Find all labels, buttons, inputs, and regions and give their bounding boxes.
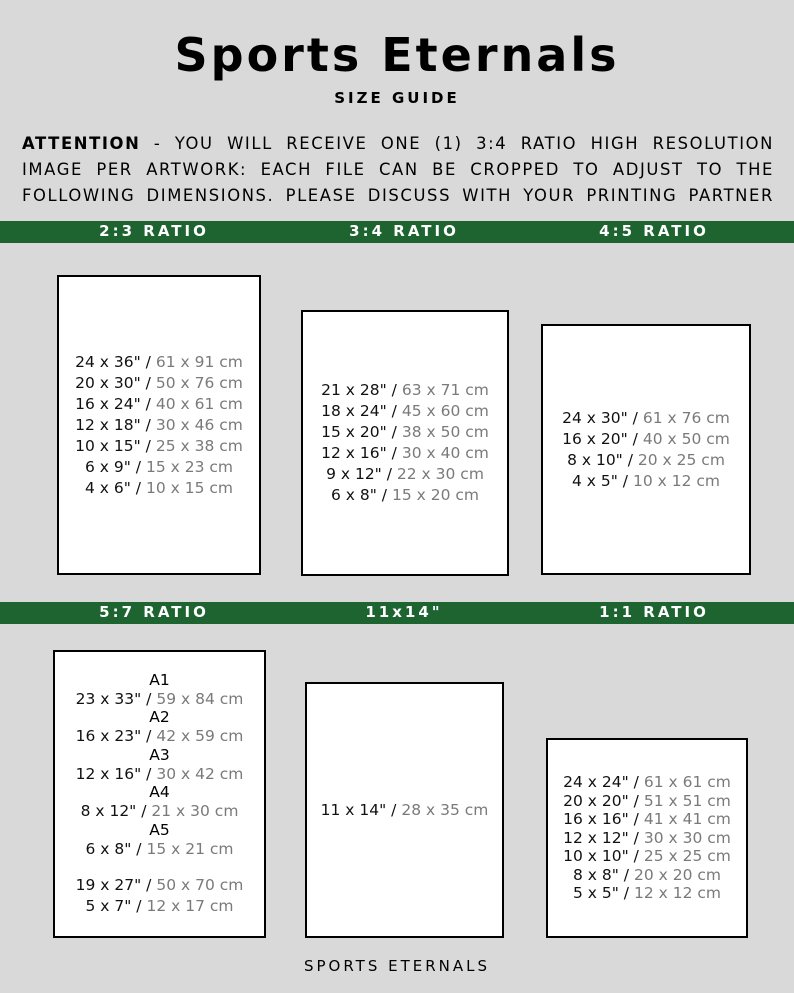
size-row: 10 x 10" / 25 x 25 cm	[563, 847, 731, 866]
frame-4-5	[541, 324, 751, 575]
paper-size-a1: A1	[149, 670, 170, 689]
size-row: 5 x 7" / 12 x 17 cm	[85, 897, 234, 916]
size-row: 12 x 12" / 30 x 30 cm	[563, 828, 731, 847]
ratio-label-3-4: 3:4 RATIO	[349, 222, 459, 240]
size-row: 24 x 24" / 61 x 61 cm	[563, 773, 731, 792]
size-row: 8 x 12" / 21 x 30 cm	[80, 802, 239, 821]
size-row: 23 x 33" / 59 x 84 cm	[75, 689, 244, 708]
paper-size-a2: A2	[149, 708, 170, 727]
size-row: 20 x 20" / 51 x 51 cm	[563, 791, 731, 810]
ratio-band-top	[0, 221, 794, 243]
attention-notice	[22, 131, 774, 209]
size-row: 6 x 9" / 15 x 23 cm	[85, 457, 233, 476]
ratio-band-bottom	[0, 602, 794, 624]
attention-lead: ATTENTION	[22, 134, 141, 153]
size-row: 21 x 28" / 63 x 71 cm	[321, 381, 489, 399]
size-row: 6 x 8" / 15 x 21 cm	[85, 839, 234, 858]
size-row: 20 x 30" / 50 x 76 cm	[75, 373, 243, 392]
size-row: 18 x 24" / 45 x 60 cm	[321, 402, 489, 420]
paper-size-a3: A3	[149, 745, 170, 764]
size-row: 6 x 8" / 15 x 20 cm	[331, 486, 479, 504]
ratio-label-5-7: 5:7 RATIO	[99, 603, 209, 621]
ratio-label-1-1: 1:1 RATIO	[599, 603, 709, 621]
frame-5-7	[53, 650, 266, 938]
size-row: 8 x 10" / 20 x 25 cm	[567, 450, 725, 469]
size-row: 12 x 18" / 30 x 46 cm	[75, 415, 243, 434]
ratio-label-4-5: 4:5 RATIO	[599, 222, 709, 240]
size-row: 12 x 16" / 30 x 40 cm	[321, 444, 489, 462]
size-row: 16 x 24" / 40 x 61 cm	[75, 394, 243, 413]
size-row: 16 x 23" / 42 x 59 cm	[75, 727, 244, 746]
size-row: 16 x 16" / 41 x 41 cm	[563, 810, 731, 829]
attention-text: - YOU WILL RECEIVE ONE (1) 3:4 RATIO HIGH RESOLUTION IMAGE PER ARTWORK: EACH FILE CAN BE CROPPED TO ADJUST TO THE FOLLOWING DIMENSIONS. PLEASE DISCUSS WITH YOUR PRINTING PARTNER	[22, 134, 774, 205]
size-row: 10 x 15" / 25 x 38 cm	[75, 436, 243, 455]
size-row: 19 x 27" / 50 x 70 cm	[75, 876, 244, 895]
size-row: 5 x 5" / 12 x 12 cm	[573, 884, 721, 903]
ratio-label-2-3: 2:3 RATIO	[99, 222, 209, 240]
size-row: 4 x 5" / 10 x 12 cm	[572, 471, 720, 490]
frame-3-4	[301, 310, 509, 576]
footer-brand: SPORTS ETERNALS	[303, 957, 491, 975]
paper-size-a4: A4	[149, 783, 170, 802]
frame-11x14	[305, 682, 504, 938]
size-row: 12 x 16" / 30 x 42 cm	[75, 764, 244, 783]
paper-size-a5: A5	[149, 820, 170, 839]
size-row: 9 x 12" / 22 x 30 cm	[326, 465, 484, 483]
size-row: 11 x 14" / 28 x 35 cm	[320, 800, 489, 819]
frame-2-3	[57, 275, 261, 575]
frame-1-1	[546, 738, 748, 938]
ratio-label-11x14: 11x14"	[365, 603, 443, 621]
size-row: 8 x 8" / 20 x 20 cm	[573, 865, 721, 884]
size-row: 16 x 20" / 40 x 50 cm	[562, 429, 730, 448]
page-title: Sports Eternals	[174, 28, 620, 82]
page-subtitle: SIZE GUIDE	[334, 89, 460, 107]
size-row: 24 x 30" / 61 x 76 cm	[562, 408, 730, 427]
size-row: 15 x 20" / 38 x 50 cm	[321, 423, 489, 441]
size-row: 24 x 36" / 61 x 91 cm	[75, 352, 243, 371]
size-row: 4 x 6" / 10 x 15 cm	[85, 478, 233, 497]
